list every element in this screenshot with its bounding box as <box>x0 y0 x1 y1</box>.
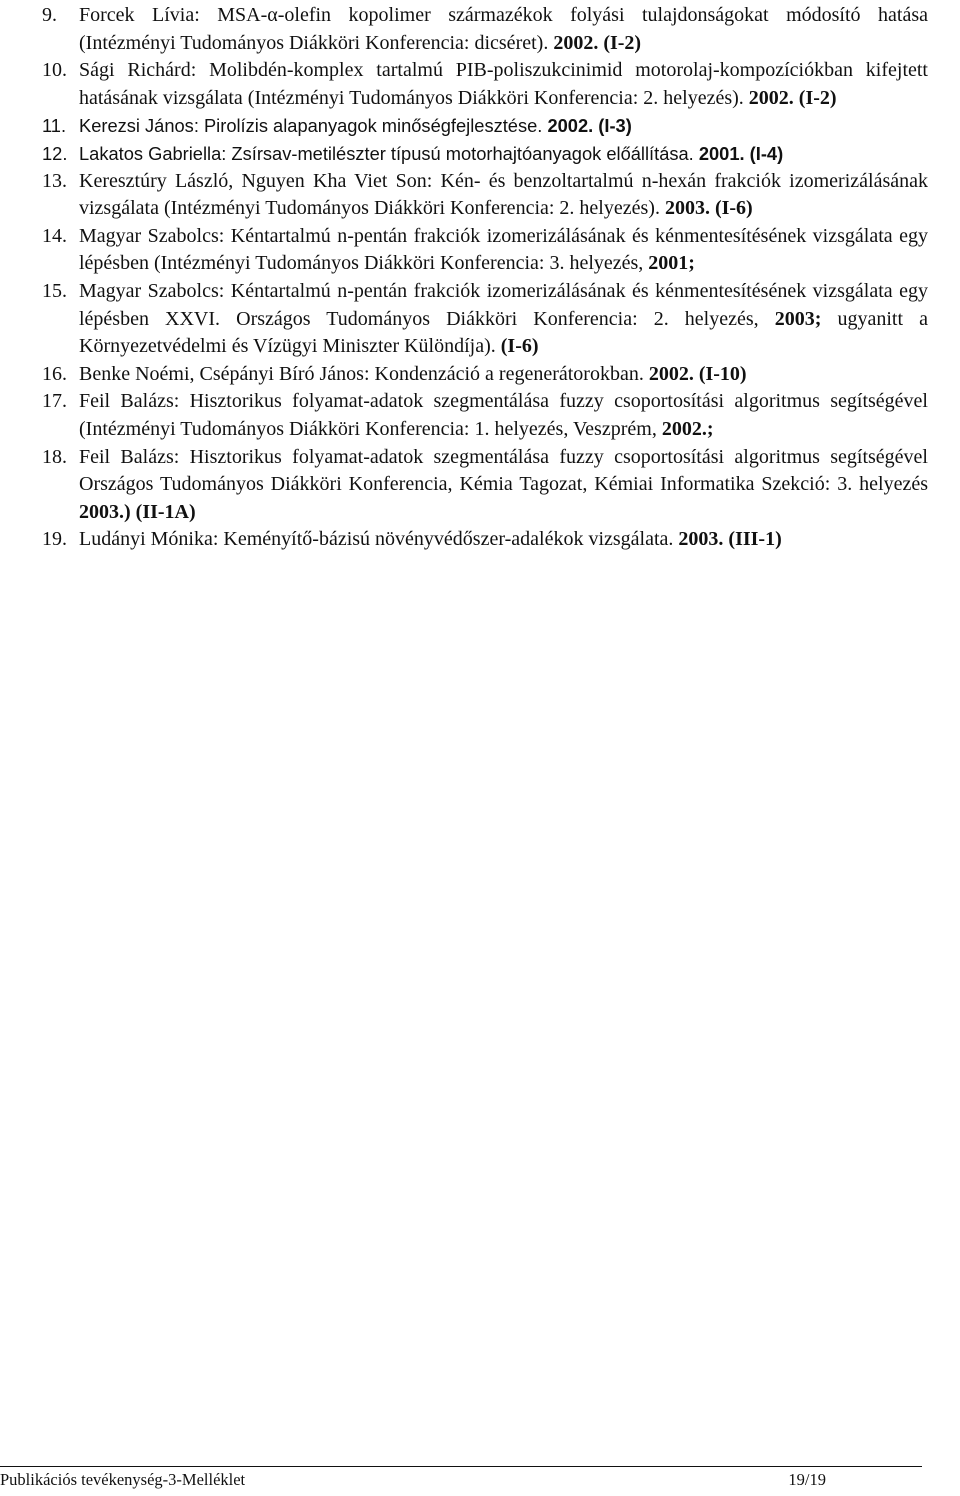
list-item-number: 16. <box>42 362 67 385</box>
footer-divider <box>0 1466 922 1467</box>
list-item-number: 18. <box>42 445 67 468</box>
list-item-text: Forcek Lívia: MSA-α-olefin kopolimer származékok folyási tulajdonságokat módosító hatása (Intézményi Tudományos Diákköri Konferencia: dicséret). <box>79 4 928 54</box>
list-item-year-code: 2002.; <box>661 417 714 440</box>
list-item-number: 15. <box>42 279 67 302</box>
list-item-number: 14. <box>42 224 67 247</box>
list-item <box>42 388 928 443</box>
list-item-text: Sági Richárd: Molibdén-komplex tartalmú PIB-poliszukcinimid motorolaj-kompozíciókban kifejtett hatásának vizsgálata (Intézményi Tudományos Diákköri Konferencia: 2. helyezés). <box>79 59 928 109</box>
list-item-year-code: 2003. (I-6) <box>664 197 753 220</box>
list-item-year-code: 2003; <box>774 307 822 330</box>
list-item-text: ugyanitt a Környezetvédelmi és Vízügyi Miniszter Különdíja). <box>79 307 928 358</box>
list-item-number: 13. <box>42 169 67 192</box>
list-item <box>42 2 928 57</box>
list-item <box>42 278 928 361</box>
list-item-text: Keresztúry László, Nguyen Kha Viet Son: Kén- és benzoltartalmú n-hexán frakciók izomerizálásának vizsgálata (Intézményi Tudományos Diákköri Konferencia: 2. helyezés). <box>79 169 928 220</box>
list-item <box>42 444 928 527</box>
list-item-year-code: (I-6) <box>500 335 539 358</box>
publication-list <box>42 2 928 554</box>
list-item-text: Ludányi Mónika: Keményítő-bázisú növényvédőszer-adalékok vizsgálata. <box>79 528 679 551</box>
list-item-number: 17. <box>42 390 67 413</box>
list-item <box>42 112 928 140</box>
list-item-text: Magyar Szabolcs: Kéntartalmú n-pentán frakciók izomerizálásának és kénmentesítésének vizsgálata egy lépésben (Intézményi Tudományos Diákköri Konferencia: 3. helyezés, <box>79 224 928 275</box>
list-item-text: Magyar Szabolcs: Kéntartalmú n-pentán frakciók izomerizálásának és kénmentesítésének vizsgálata egy lépésben XXVI. Országos Tudományos Diákköri Konferencia: 2. helyezés, <box>79 279 928 330</box>
list-item-year-code: 2002. (I-2) <box>553 31 642 54</box>
list-item <box>42 140 928 168</box>
list-item-year-code: 2002. (I-2) <box>748 86 837 109</box>
list-item <box>42 223 928 278</box>
list-item-year-code: 2003. (III-1) <box>678 528 782 551</box>
list-item-year-code: 2002. (I-10) <box>648 362 747 385</box>
list-item-number: 9. <box>42 4 57 26</box>
list-item-text: Benke Noémi, Csépányi Bíró János: Kondenzáció a regenerátorokban. <box>79 362 649 385</box>
list-item-text: Kerezsi János: Pirolízis alapanyagok minőségfejlesztése. <box>79 115 548 137</box>
page-footer <box>0 1470 826 1490</box>
footer-page-number: 19/19 <box>788 1470 826 1489</box>
list-item-text: Feil Balázs: Hisztorikus folyamat-adatok szegmentálása fuzzy csoportosítási algoritmus segítségével (Intézményi Tudományos Diákköri Konferencia: 1. helyezés, Veszprém, <box>79 390 928 440</box>
list-item-number: 10. <box>42 59 67 82</box>
list-item-number: 12. <box>42 142 68 164</box>
list-item-text: Lakatos Gabriella: Zsírsav-metilészter típusú motorhajtóanyagok előállítása. <box>79 142 699 164</box>
list-item-number: 11. <box>42 115 67 137</box>
list-item-text: Feil Balázs: Hisztorikus folyamat-adatok szegmentálása fuzzy csoportosítási algoritmus segítségével Országos Tudományos Diákköri Konferencia, Kémia Tagozat, Kémiai Informatika Szekció: 3. helyezés <box>79 445 928 496</box>
list-item <box>42 526 928 554</box>
list-item <box>42 361 928 389</box>
list-item-year-code: 2002. (I-3) <box>547 115 632 137</box>
list-item-year-code: 2001; <box>648 252 695 275</box>
footer-document-title: Publikációs tevékenység-3-Melléklet <box>0 1470 246 1489</box>
list-item <box>42 57 928 112</box>
list-item-year-code: 2003.) (II-1A) <box>79 500 196 523</box>
list-item <box>42 168 928 223</box>
list-item-number: 19. <box>42 528 67 551</box>
list-item-year-code: 2001. (I-4) <box>698 142 784 164</box>
